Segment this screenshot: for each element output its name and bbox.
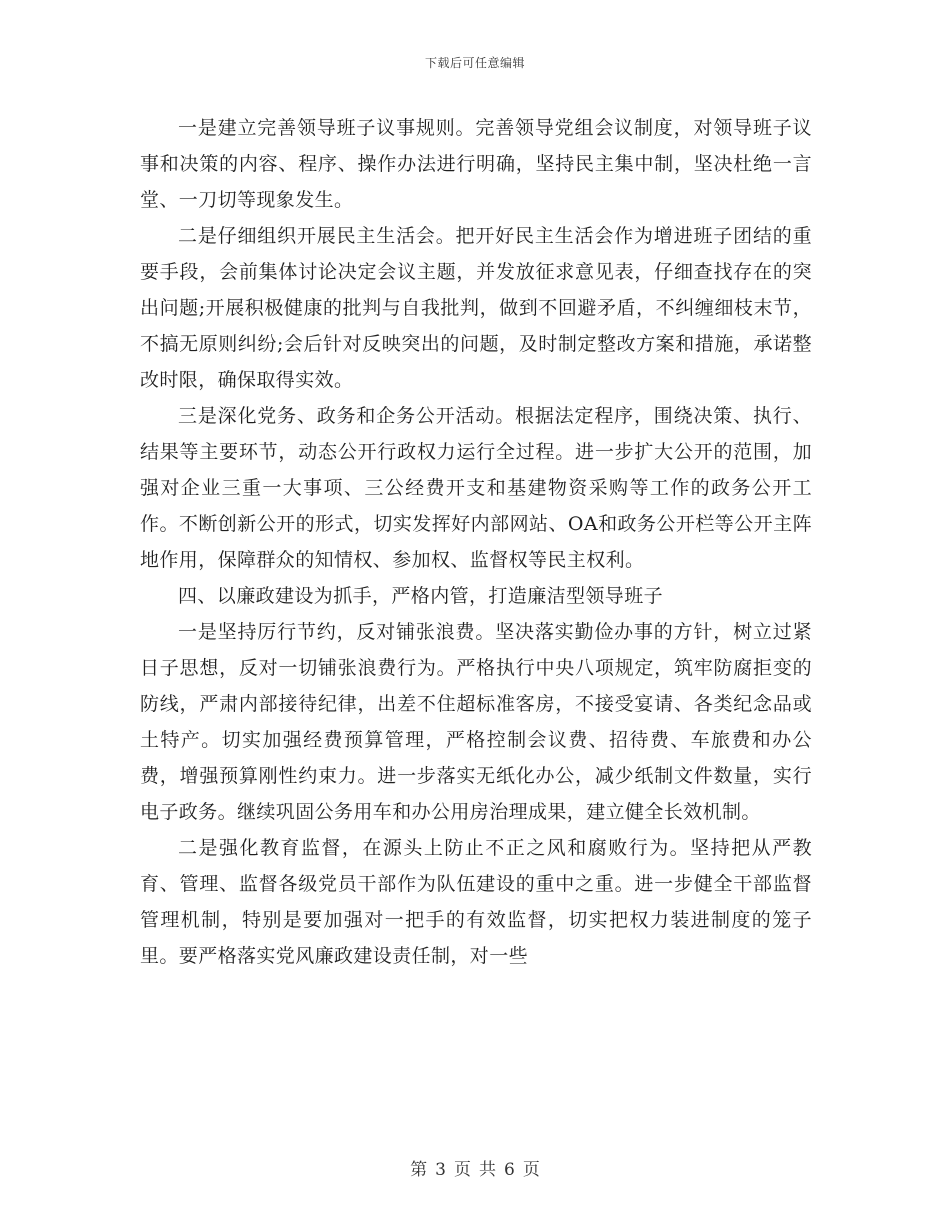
current-page-number: 3 (435, 1160, 446, 1180)
total-label: 共 (479, 1160, 496, 1180)
total-pages-number: 6 (504, 1160, 515, 1180)
page-number (0, 1155, 950, 1180)
paragraph-3: 三是深化党务、政务和企务公开活动。根据法定程序，围绕决策、执行、结果等主要环节，动态公开行政权力运行全过程。进一步扩大公开的范围，加强对企业三重一大事项、三公经费开支和基建物资采购等工作的政务公开工作。不断创新公开的形式，切实发挥好内部网站、OA和政务公开栏等公开主阵地作用，保障群众的知情权、参加权、监督权等民主权利。 (140, 405, 812, 571)
paragraph-6: 二是强化教育监督，在源头上防止不正之风和腐败行为。坚持把从严教育、管理、监督各级党员干部作为队伍建设的重中之重。进一步健全干部监督管理机制，特别是要加强对一把手的有效监督，切实把权力装进制度的笼子里。要严格落实党风廉政建设责任制，对一些 (140, 837, 812, 967)
paragraph-1: 一是建立完善领导班子议事规则。完善领导党组会议制度，对领导班子议事和决策的内容、程序、操作办法进行明确，坚持民主集中制，坚决杜绝一言堂、一刀切等现象发生。 (140, 117, 812, 211)
paragraph-5: 一是坚持厉行节约，反对铺张浪费。坚决落实勤俭办事的方针，树立过紧日子思想，反对一切铺张浪费行为。严格执行中央八项规定，筑牢防腐拒变的防线，严肃内部接待纪律，出差不住超标准客房，不接受宴请、各类纪念品或土特产。切实加强经费预算管理，严格控制会议费、招待费、车旅费和办公费，增强预算刚性约束力。进一步落实无纸化办公，减少纸制文件数量，实行电子政务。继续巩固公务用车和办公用房治理成果，建立健全长效机制。 (140, 621, 812, 823)
page-label-prefix: 第 (410, 1160, 428, 1180)
page-label-unit: 页 (454, 1160, 471, 1180)
page-label-unit-2: 页 (522, 1160, 540, 1180)
document-body (140, 110, 812, 974)
header-note: 下载后可任意编辑 (424, 56, 525, 70)
paragraph-2: 二是仔细组织开展民主生活会。把开好民主生活会作为增进班子团结的重要手段，会前集体讨论决定会议主题，并发放征求意见表，仔细查找存在的突出问题;开展积极健康的批判与自我批判，做到不回避矛盾，不纠缠细枝末节，不搞无原则纠纷;会后针对反映突出的问题，及时制定整改方案和措施，承诺整改时限，确保取得实效。 (140, 225, 812, 391)
section-heading-4: 四、以廉政建设为抓手，严格内管，打造廉洁型领导班子 (178, 585, 664, 607)
